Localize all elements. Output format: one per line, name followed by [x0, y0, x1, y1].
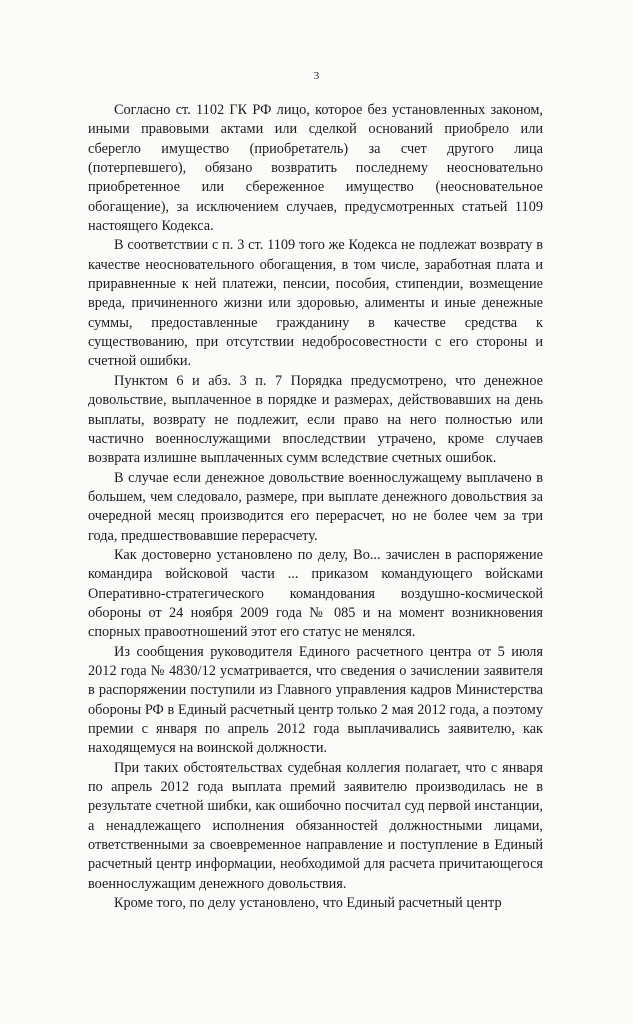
document-body — [88, 101, 543, 913]
paragraph-2: В соответствии с п. 3 ст. 1109 того же Кодекса не подлежат возврату в качестве неосновательного обогащения, в том числе, заработная плата и приравненные к ней платежи, пенсии, пособия, стипендии, возмещение вреда, причиненного жизни или здоровью, алименты и иные денежные суммы, предоставленные гражданину в качестве средства к существованию, при отсутствии недобросовестности с его стороны и счетной ошибки. — [88, 237, 543, 370]
paragraph-8: Кроме того, по делу установлено, что Единый расчетный центр — [114, 895, 502, 912]
page-number: 3 — [313, 70, 320, 82]
paragraph-4: В случае если денежное довольствие военнослужащему выплачено в большем, чем следовало, размере, при выплате денежного довольствия за очередной месяц производится его перерасчет, но не более чем за три года, предшествовавшие перерасчету. — [88, 469, 543, 544]
paragraph-1: Согласно ст. 1102 ГК РФ лицо, которое без установленных законом, иными правовыми актами или сделкой оснований приобрело или сберегло имущество (приобретатель) за счет другого лица (потерпевшего), обязано возвратить последнему неосновательно приобретенное или сбереженное имущество (неосновательное обогащение), за исключением случаев, предусмотренных статьей 1109 настоящего Кодекса. — [88, 102, 543, 235]
paragraph-7: При таких обстоятельствах судебная коллегия полагает, что с января по апрель 2012 года выплата премий заявителю производилась не в результате счетной шибки, как ошибочно посчитал суд первой инстанции, а ненадлежащего исполнения обязанностей должностными лицами, ответственными за своевременное направление и поступление в Единый расчетный центр информации, необходимой для расчета причитающегося военнослужащим денежного довольствия. — [88, 759, 543, 892]
paragraph-3: Пунктом 6 и абз. 3 п. 7 Порядка предусмотрено, что денежное довольствие, выплаченное в порядке и размерах, действовавших на день выплаты, возврату не подлежит, если право на него полностью или частично военнослужащими впоследствии утрачено, кроме случаев возврата излишне выплаченных сумм вследствие счетных ошибок. — [88, 372, 543, 467]
paragraph-6: Из сообщения руководителя Единого расчетного центра от 5 июля 2012 года № 4830/12 усматривается, что сведения о зачислении заявителя в распоряжении поступили из Главного управления кадров Министерства обороны РФ в Единый расчетный центр только 2 мая 2012 года, а поэтому премии с января по апрель 2012 года выплачивались заявителю, как находящемуся на воинской должности. — [88, 643, 543, 757]
paragraph-5: Как достоверно установлено по делу, Во... зачислен в распоряжение командира войсковой части ... приказом командующего войсками Оперативно-стратегического командования воздушно-космической обороны от 24 ноября 2009 года № 085 и на момент возникновения спорных правоотношений этот его статус не менялся. — [88, 546, 543, 641]
